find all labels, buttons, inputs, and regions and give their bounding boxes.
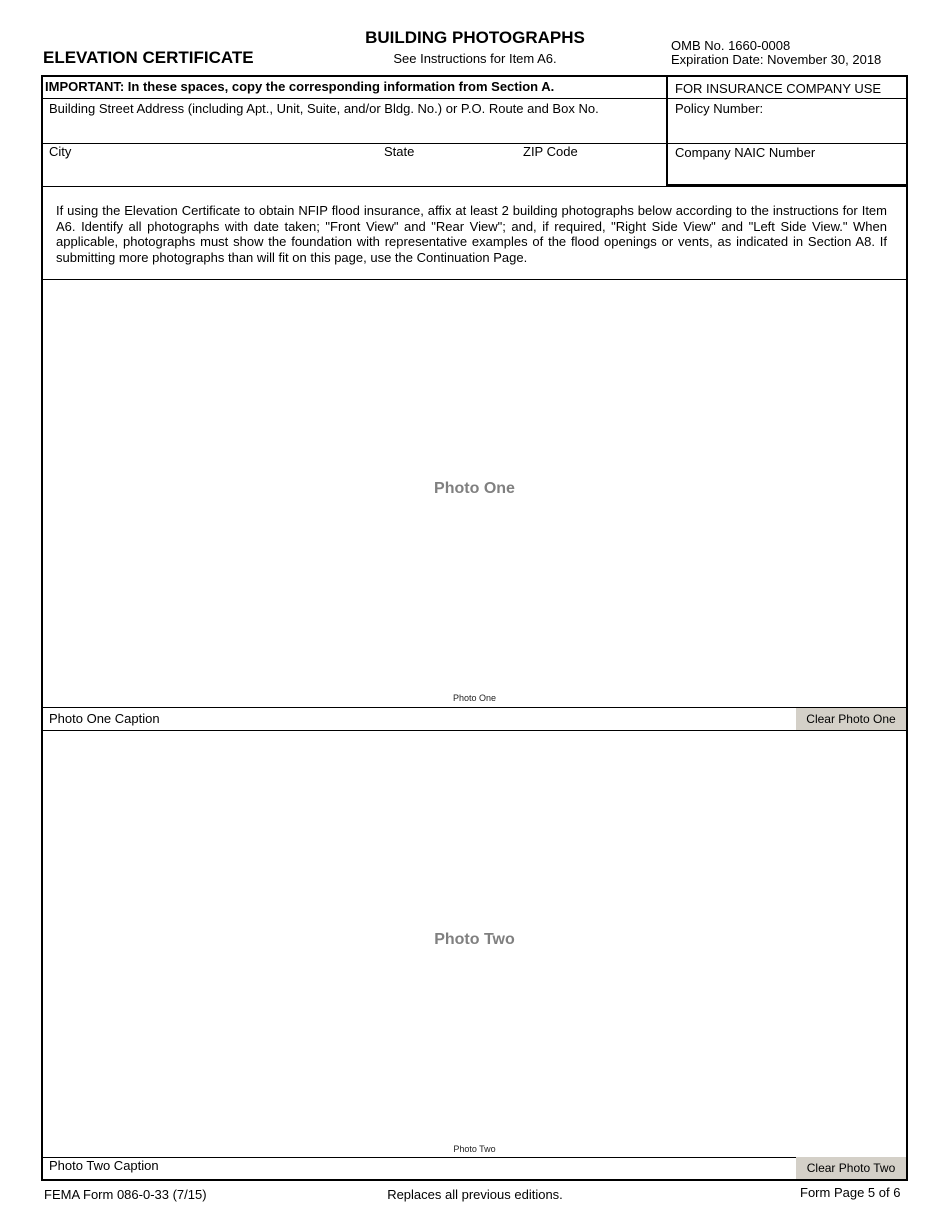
form-number: FEMA Form 086-0-33 (7/15) bbox=[44, 1187, 207, 1202]
divider bbox=[43, 186, 906, 187]
photo-one-caption-row bbox=[43, 708, 906, 730]
instructions-text: If using the Elevation Certificate to obtain NFIP flood insurance, affix at least 2 building photographs below according to the instructions for Item A6. Identify all photographs with date taken; "Front View" and "Rear View"; and, if required, "Right Side View" and "Left Side View." When applicable, photographs must show the foundation with representative examples of the flood openings or vents, as indicated in Section A8. If submitting more photographs than will fit on this page, use the Continuation Page. bbox=[56, 203, 887, 265]
address-field[interactable] bbox=[49, 122, 649, 140]
photo-one-placeholder: Photo One bbox=[434, 480, 515, 497]
state-field[interactable] bbox=[384, 163, 504, 181]
insurance-title: FOR INSURANCE COMPANY USE bbox=[675, 81, 882, 96]
page-title: BUILDING PHOTOGRAPHS bbox=[365, 28, 585, 47]
expiration-date: Expiration Date: November 30, 2018 bbox=[671, 52, 882, 67]
zip-label: ZIP Code bbox=[523, 144, 578, 159]
form-title: ELEVATION CERTIFICATE bbox=[43, 48, 254, 67]
photo-two-label: Photo Two bbox=[453, 1144, 496, 1154]
clear-photo-one-button[interactable]: Clear Photo One bbox=[796, 708, 906, 730]
policy-number-field[interactable] bbox=[675, 120, 900, 138]
important-note: IMPORTANT: In these spaces, copy the corresponding information from Section A. bbox=[45, 79, 555, 94]
divider bbox=[43, 98, 666, 99]
divider bbox=[667, 98, 907, 99]
omb-info bbox=[671, 39, 881, 67]
photo-two-placeholder: Photo Two bbox=[434, 931, 515, 948]
photo-two-area[interactable] bbox=[43, 731, 906, 1157]
naic-field[interactable] bbox=[675, 163, 900, 181]
divider bbox=[667, 143, 907, 144]
photo-one-area[interactable] bbox=[43, 280, 906, 707]
city-label: City bbox=[49, 144, 72, 159]
state-label: State bbox=[384, 144, 415, 159]
city-field[interactable] bbox=[49, 163, 369, 181]
page-number: Form Page 5 of 6 bbox=[800, 1185, 901, 1200]
photo-one-label: Photo One bbox=[452, 693, 497, 703]
photo-two-caption-field[interactable]: Photo Two Caption bbox=[49, 1158, 159, 1173]
address-label: Building Street Address (including Apt., Unit, Suite, and/or Bldg. No.) or P.O. Route and Box No. bbox=[49, 101, 599, 116]
page-subtitle: See Instructions for Item A6. bbox=[393, 51, 557, 66]
photo-one-caption-field[interactable]: Photo One Caption bbox=[49, 711, 160, 726]
omb-number: OMB No. 1660-0008 bbox=[671, 38, 791, 53]
clear-photo-two-button[interactable]: Clear Photo Two bbox=[796, 1157, 906, 1179]
replaces-note: Replaces all previous editions. bbox=[387, 1187, 563, 1202]
photo-two-caption-row bbox=[43, 1157, 906, 1179]
policy-number-label: Policy Number: bbox=[675, 101, 764, 116]
naic-label: Company NAIC Number bbox=[675, 145, 816, 160]
zip-field[interactable] bbox=[523, 163, 653, 181]
